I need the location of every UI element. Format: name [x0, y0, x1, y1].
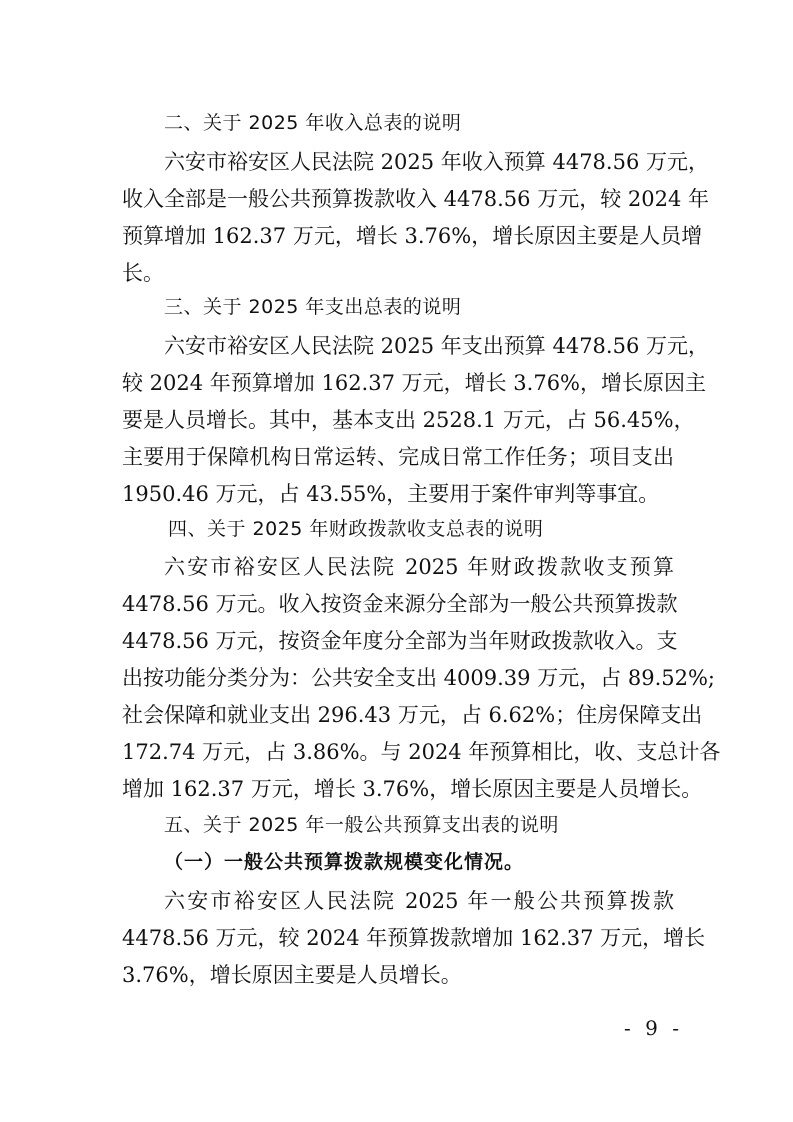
page-number: - 9 - — [624, 1016, 683, 1040]
paragraph-line: 4478.56 万元。收入按资金来源分全部为一般公共预算拨款 — [122, 592, 678, 616]
paragraph-line: 出按功能分类分为：公共安全支出 4009.39 万元，占 89.52%; — [122, 666, 716, 690]
paragraph-line: 较 2024 年预算增加 162.37 万元，增长 3.76%，增长原因主 — [122, 371, 707, 395]
subsection-heading: （一）一般公共预算拨款规模变化情况。 — [164, 851, 525, 873]
section-heading-3: 三、关于 2025 年支出总表的说明 — [164, 296, 462, 318]
paragraph-line: 要是人员增长。其中，基本支出 2528.1 万元，占 56.45%， — [122, 408, 695, 432]
section-heading-4: 四、关于 2025 年财政拨款收支总表的说明 — [168, 518, 544, 540]
paragraph-line: 4478.56 万元，较 2024 年预算拨款增加 162.37 万元，增长 — [122, 926, 706, 950]
paragraph-line: 收入全部是一般公共预算拨款收入 4478.56 万元，较 2024 年 — [122, 187, 709, 211]
paragraph-line: 3.76%，增长原因主要是人员增长。 — [122, 963, 462, 987]
paragraph-line: 主要用于保障机构日常运转、完成日常工作任务；项目支出 — [122, 445, 674, 469]
section-heading-2: 二、关于 2025 年收入总表的说明 — [164, 112, 462, 134]
paragraph-line: 1950.46 万元，占 43.55%，主要用于案件审判等事宜。 — [122, 482, 660, 506]
paragraph-line: 预算增加 162.37 万元，增长 3.76%，增长原因主要是人员增 — [122, 224, 703, 248]
paragraph-line: 六安市裕安区人民法院 2025 年支出预算 4478.56 万元， — [164, 334, 709, 358]
paragraph-line: 六安市裕安区人民法院 2025 年财政拨款收支预算 — [164, 555, 674, 579]
paragraph-line: 六安市裕安区人民法院 2025 年一般公共预算拨款 — [164, 889, 674, 913]
paragraph-line: 172.74 万元，占 3.86%。与 2024 年预算相比，收、支总计各 — [122, 740, 721, 764]
paragraph-line: 增加 162.37 万元，增长 3.76%，增长原因主要是人员增长。 — [122, 777, 703, 801]
section-heading-5: 五、关于 2025 年一般公共预算支出表的说明 — [164, 814, 559, 836]
paragraph-line: 社会保障和就业支出 296.43 万元，占 6.62%；住房保障支出 — [122, 703, 703, 727]
paragraph-line: 六安市裕安区人民法院 2025 年收入预算 4478.56 万元， — [164, 150, 709, 174]
paragraph-line: 4478.56 万元，按资金年度分全部为当年财政拨款收入。支 — [122, 629, 678, 653]
paragraph-line: 长。 — [122, 261, 164, 285]
